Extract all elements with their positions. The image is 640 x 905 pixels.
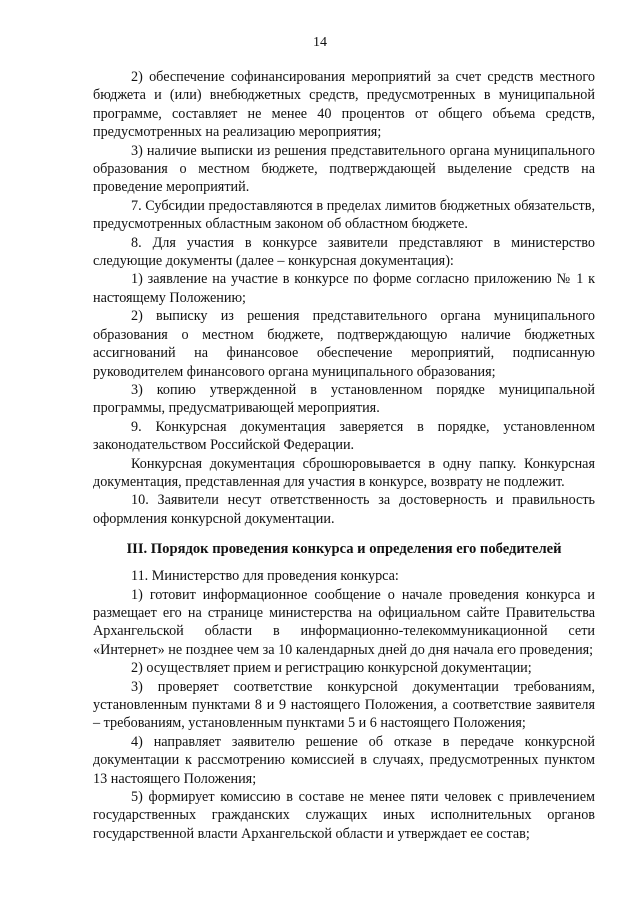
paragraph: 8. Для участия в конкурсе заявители представляют в министерство следующие документы (далее – конкурсная документация):	[93, 234, 595, 270]
paragraph: 2) осуществляет прием и регистрацию конкурсной документации;	[131, 660, 532, 677]
paragraph: 1) готовит информационное сообщение о начале проведения конкурса и размещает его на странице министерства на официальном сайте Правительства Архангельской области в информационно-телекоммуникационной сети «Интернет» не позднее чем за 10 календарных дней до дня начала его проведения;	[93, 586, 595, 658]
page-number: 14	[313, 35, 327, 50]
paragraph: 2) обеспечение софинансирования мероприятий за счет средств местного бюджета и (или) внебюджетных средств, предусмотренных в муниципальной программе, составляет не менее 40 процентов от общего объема средств, предусмотренных на реализацию мероприятия;	[93, 69, 595, 141]
paragraph: 3) наличие выписки из решения представительного органа муниципального образования о местном бюджете, подтверждающей выделение средств на проведение мероприятий.	[93, 142, 595, 196]
paragraph: 1) заявление на участие в конкурсе по форме согласно приложению № 1 к настоящему Положению;	[93, 271, 595, 306]
paragraph: 2) выписку из решения представительного органа муниципального образования о местном бюджете, подтверждающую наличие бюджетных ассигнований на финансовое обеспечение мероприятий, подписанную руководителем финансового органа муниципального образования;	[93, 308, 595, 380]
paragraph: 3) проверяет соответствие конкурсной документации требованиям, установленным пунктами 8 и 9 настоящего Положения, а соответствие заявителя – требованиям, установленным пунктами 5 и 6 настоящего Положения;	[93, 678, 595, 732]
paragraph: 5) формирует комиссию в составе не менее пяти человек с привлечением государственных гражданских служащих иных исполнительных органов государственной власти Архангельской области и утверждает ее состав;	[93, 789, 595, 842]
paragraph: 7. Субсидии предоставляются в пределах лимитов бюджетных обязательств, предусмотренных областным законом об областном бюджете.	[93, 197, 595, 233]
paragraph: 3) копию утвержденной в установленном порядке муниципальной программы, предусматривающей мероприятия.	[93, 381, 595, 417]
paragraph: 9. Конкурсная документация заверяется в порядке, установленном законодательством Российской Федерации.	[93, 418, 595, 454]
paragraph: Конкурсная документация сброшюровывается в одну папку. Конкурсная документация, представленная для участия в конкурсе, возврату не подлежит.	[93, 455, 595, 490]
section-heading: III. Порядок проведения конкурса и определения его победителей	[126, 541, 562, 558]
paragraph: 10. Заявители несут ответственность за достоверность и правильность оформления конкурсной документации.	[93, 492, 595, 527]
paragraph: 4) направляет заявителю решение об отказе в передаче конкурсной документации к рассмотрению комиссией в случаях, предусмотренных пунктом 13 настоящего Положения;	[93, 733, 595, 787]
document-body	[93, 68, 595, 843]
paragraph: 11. Министерство для проведения конкурса:	[131, 568, 399, 585]
